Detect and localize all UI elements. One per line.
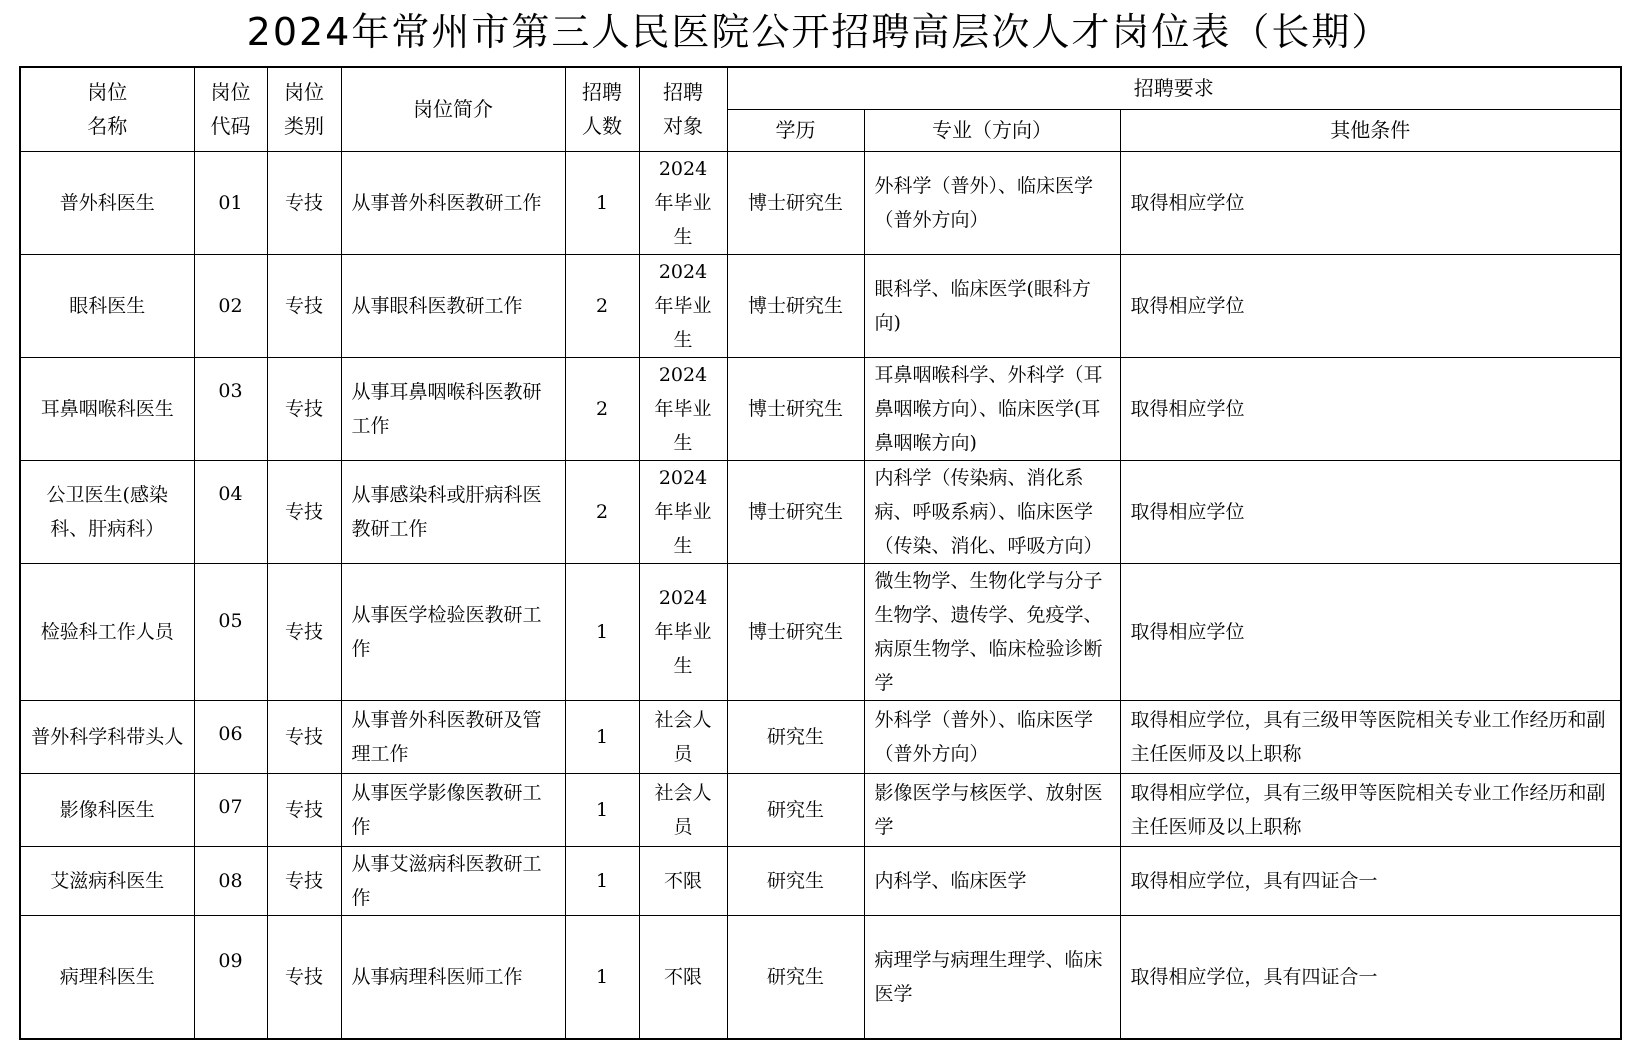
- cell-education: 研究生: [727, 915, 864, 1039]
- cell-education: 博士研究生: [727, 151, 864, 254]
- header-target: 招聘 对象: [639, 67, 727, 151]
- cell-code: 05: [194, 563, 267, 700]
- cell-other: 取得相应学位，具有四证合一: [1120, 846, 1621, 915]
- table-row: [20, 773, 1621, 846]
- header-requirements: 招聘要求: [727, 67, 1621, 109]
- cell-name: 病理科医生: [20, 915, 194, 1039]
- cell-code: 09: [194, 915, 267, 1039]
- header-intro: 岗位简介: [341, 67, 565, 151]
- cell-category: 专技: [267, 915, 341, 1039]
- cell-category: 专技: [267, 700, 341, 773]
- cell-category: 专技: [267, 460, 341, 563]
- table-row: [20, 915, 1621, 1039]
- cell-target: 社会人员: [639, 700, 727, 773]
- cell-code: 07: [194, 773, 267, 846]
- cell-education: 博士研究生: [727, 460, 864, 563]
- table-row: [20, 460, 1621, 563]
- cell-major: 微生物学、生物化学与分子生物学、遗传学、免疫学、病原生物学、临床检验诊断学: [864, 563, 1120, 700]
- cell-education: 研究生: [727, 700, 864, 773]
- cell-major: 病理学与病理生理学、临床医学: [864, 915, 1120, 1039]
- header-major: 专业（方向）: [864, 109, 1120, 151]
- cell-name: 普外科医生: [20, 151, 194, 254]
- cell-intro: 从事病理科医师工作: [341, 915, 565, 1039]
- cell-other: 取得相应学位: [1120, 357, 1621, 460]
- cell-code: 02: [194, 254, 267, 357]
- cell-count: 1: [565, 846, 639, 915]
- cell-major: 眼科学、临床医学(眼科方向): [864, 254, 1120, 357]
- cell-category: 专技: [267, 254, 341, 357]
- cell-category: 专技: [267, 846, 341, 915]
- cell-code: 08: [194, 846, 267, 915]
- cell-education: 博士研究生: [727, 357, 864, 460]
- cell-count: 1: [565, 773, 639, 846]
- cell-other: 取得相应学位: [1120, 151, 1621, 254]
- cell-other: 取得相应学位，具有四证合一: [1120, 915, 1621, 1039]
- cell-other: 取得相应学位，具有三级甲等医院相关专业工作经历和副主任医师及以上职称: [1120, 700, 1621, 773]
- page-title: 2024年常州市第三人民医院公开招聘高层次人才岗位表（长期）: [246, 10, 1392, 54]
- cell-name: 艾滋病科医生: [20, 846, 194, 915]
- cell-intro: 从事眼科医教研工作: [341, 254, 565, 357]
- header-education: 学历: [727, 109, 864, 151]
- cell-education: 研究生: [727, 773, 864, 846]
- cell-target: 不限: [639, 846, 727, 915]
- cell-code: 06: [194, 700, 267, 773]
- cell-major: 耳鼻咽喉科学、外科学（耳鼻咽喉方向）、临床医学(耳鼻咽喉方向): [864, 357, 1120, 460]
- cell-name: 眼科医生: [20, 254, 194, 357]
- cell-other: 取得相应学位，具有三级甲等医院相关专业工作经历和副主任医师及以上职称: [1120, 773, 1621, 846]
- cell-target: 2024年毕业生: [639, 563, 727, 700]
- cell-intro: 从事普外科医教研工作: [341, 151, 565, 254]
- cell-major: 外科学（普外）、临床医学（普外方向）: [864, 151, 1120, 254]
- cell-count: 2: [565, 460, 639, 563]
- cell-code: 01: [194, 151, 267, 254]
- table-row: [20, 700, 1621, 773]
- cell-count: 1: [565, 915, 639, 1039]
- cell-count: 1: [565, 151, 639, 254]
- cell-target: 2024年毕业生: [639, 254, 727, 357]
- cell-target: 2024年毕业生: [639, 357, 727, 460]
- cell-name: 影像科医生: [20, 773, 194, 846]
- cell-category: 专技: [267, 357, 341, 460]
- cell-code: 04: [194, 460, 267, 563]
- cell-category: 专技: [267, 563, 341, 700]
- cell-major: 内科学（传染病、消化系病、呼吸系病）、临床医学（传染、消化、呼吸方向）: [864, 460, 1120, 563]
- cell-intro: 从事感染科或肝病科医教研工作: [341, 460, 565, 563]
- cell-major: 影像医学与核医学、放射医学: [864, 773, 1120, 846]
- cell-count: 1: [565, 700, 639, 773]
- cell-education: 博士研究生: [727, 563, 864, 700]
- cell-other: 取得相应学位: [1120, 254, 1621, 357]
- cell-intro: 从事医学影像医教研工作: [341, 773, 565, 846]
- table-row: [20, 151, 1621, 254]
- cell-intro: 从事医学检验医教研工作: [341, 563, 565, 700]
- cell-category: 专技: [267, 151, 341, 254]
- positions-table: [19, 66, 1622, 1040]
- cell-count: 1: [565, 563, 639, 700]
- cell-target: 2024年毕业生: [639, 151, 727, 254]
- table-row: [20, 357, 1621, 460]
- cell-target: 社会人员: [639, 773, 727, 846]
- cell-intro: 从事普外科医教研及管理工作: [341, 700, 565, 773]
- table-row: [20, 254, 1621, 357]
- cell-name: 公卫医生(感染科、肝病科）: [20, 460, 194, 563]
- cell-major: 外科学（普外）、临床医学（普外方向）: [864, 700, 1120, 773]
- cell-target: 2024年毕业生: [639, 460, 727, 563]
- cell-intro: 从事艾滋病科医教研工作: [341, 846, 565, 915]
- cell-name: 耳鼻咽喉科医生: [20, 357, 194, 460]
- cell-code: 03: [194, 357, 267, 460]
- cell-intro: 从事耳鼻咽喉科医教研工作: [341, 357, 565, 460]
- cell-target: 不限: [639, 915, 727, 1039]
- cell-education: 博士研究生: [727, 254, 864, 357]
- cell-name: 普外科学科带头人: [20, 700, 194, 773]
- cell-education: 研究生: [727, 846, 864, 915]
- cell-other: 取得相应学位: [1120, 460, 1621, 563]
- cell-count: 2: [565, 254, 639, 357]
- header-category: 岗位 类别: [267, 67, 341, 151]
- header-count: 招聘 人数: [565, 67, 639, 151]
- header-code: 岗位 代码: [194, 67, 267, 151]
- cell-name: 检验科工作人员: [20, 563, 194, 700]
- table-row: [20, 563, 1621, 700]
- table-row: [20, 846, 1621, 915]
- cell-other: 取得相应学位: [1120, 563, 1621, 700]
- header-other: 其他条件: [1120, 109, 1621, 151]
- cell-major: 内科学、临床医学: [864, 846, 1120, 915]
- header-name: 岗位 名称: [20, 67, 194, 151]
- cell-count: 2: [565, 357, 639, 460]
- cell-category: 专技: [267, 773, 341, 846]
